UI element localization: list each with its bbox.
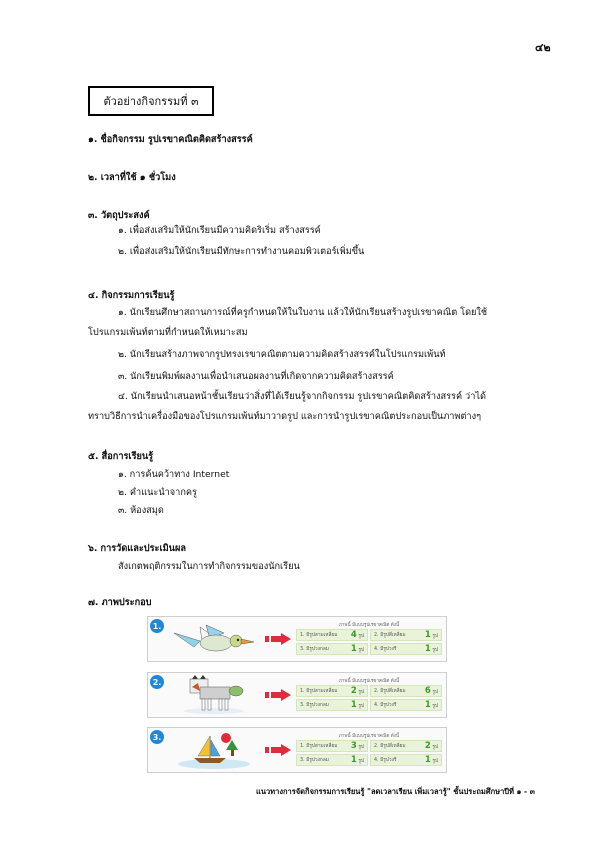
section-5-item-2: ๒. คำแนะนำจากครู <box>118 487 197 498</box>
section-7-heading: ๗. ภาพประกอบ <box>88 597 152 608</box>
shape-count-cell <box>370 754 442 766</box>
illustration-panel-3 <box>147 727 447 773</box>
unit: รูป <box>432 634 438 639</box>
arrow-icon <box>265 689 291 701</box>
shape-count: 1 <box>350 644 357 654</box>
section-3-heading: ๓. วัตถุประสงค์ <box>88 210 150 221</box>
unit: รูป <box>432 745 438 750</box>
shape-label: 4. มีรูปวงรี <box>374 703 397 708</box>
shape-count-table <box>296 733 442 766</box>
table-caption: ภาพนี้ มีแบบรูปเรขาคณิต ดังนี้ <box>338 734 400 739</box>
shape-count-cell <box>370 699 442 711</box>
shape-count: 1 <box>350 700 357 710</box>
shape-count: 4 <box>350 630 357 640</box>
shape-label: 1. มีรูปสามเหลี่ยม <box>300 633 338 638</box>
unit: รูป <box>358 648 364 653</box>
shape-count-cell <box>370 643 442 655</box>
section-4-heading: ๔. กิจกรรมการเรียนรู้ <box>88 290 175 301</box>
shape-count: 3 <box>350 741 357 751</box>
figure-number-badge: 3. <box>150 730 164 744</box>
section-4-item-3: ๓. นักเรียนพิมพ์ผลงานเพื่อนำเสนอผลงานที่เกิดจากความคิดสร้างสรรค์ <box>118 371 394 382</box>
unit: รูป <box>432 759 438 764</box>
shape-count: 1 <box>424 700 431 710</box>
table-caption: ภาพนี้ มีแบบรูปเรขาคณิต ดังนี้ <box>338 623 400 628</box>
shape-count-cell <box>370 740 442 752</box>
section-5-item-1: ๑. การค้นคว้าทาง Internet <box>118 469 230 480</box>
section-4-item-4b: ทราบวิธีการนำเครื่องมือของโปรแกรมเพ้นท์มาวาดรูป และการนำรูปเรขาคณิตประกอบเป็นภาพต่างๆ <box>88 411 482 422</box>
shape-count-table <box>296 622 442 655</box>
unit: รูป <box>432 648 438 653</box>
section-1-activity-name: ๑. ชื่อกิจกรรม รูปเรขาคณิตคิดสร้างสรรค์ <box>88 134 253 145</box>
arrow-icon <box>265 633 291 645</box>
shape-count: 1 <box>350 755 357 765</box>
shape-label: 3. มีรูปวงกลม <box>300 647 329 652</box>
unit: รูป <box>432 690 438 695</box>
section-2-time: ๒. เวลาที่ใช้ ๑ ชั่วโมง <box>88 172 176 183</box>
section-3-item-1: ๑. เพื่อส่งเสริมให้นักเรียนมีความคิดริเริ่ม สร้างสรรค์ <box>118 225 321 236</box>
shape-count-cell <box>370 629 442 641</box>
section-5-heading: ๕. สื่อการเรียนรู้ <box>88 451 154 462</box>
shape-label: 1. มีรูปสามเหลี่ยม <box>300 744 338 749</box>
section-4-item-2: ๒. นักเรียนสร้างภาพจากรูปทรงเรขาคณิตตามความคิดสร้างสรรค์ในโปรแกรมเพ้นท์ <box>118 349 446 360</box>
shape-label: 3. มีรูปวงกลม <box>300 758 329 763</box>
section-4-item-1a: ๑. นักเรียนศึกษาสถานการณ์ที่ครูกำหนดให้ในใบงาน แล้วให้นักเรียนสร้างรูปเรขาคณิต โดยใช้ <box>118 307 488 318</box>
shape-count: 2 <box>350 686 357 696</box>
shape-count: 1 <box>424 644 431 654</box>
table-caption: ภาพนี้ มีแบบรูปเรขาคณิต ดังนี้ <box>338 679 400 684</box>
shape-label: 4. มีรูปวงรี <box>374 758 397 763</box>
illustration-panel-2 <box>147 672 447 718</box>
unit: รูป <box>358 745 364 750</box>
section-6-heading: ๖. การวัดและประเมินผล <box>88 543 186 554</box>
unit: รูป <box>358 690 364 695</box>
shape-label: 2. มีรูปสี่เหลี่ยม <box>374 633 406 638</box>
shape-count: 1 <box>424 755 431 765</box>
shape-count: 6 <box>424 686 431 696</box>
shape-count-cell <box>296 754 368 766</box>
unit: รูป <box>358 634 364 639</box>
shape-count-cell <box>296 740 368 752</box>
unit: รูป <box>432 704 438 709</box>
unit: รูป <box>358 759 364 764</box>
unit: รูป <box>358 704 364 709</box>
shape-count: 2 <box>424 741 431 751</box>
page-number: ๔๒ <box>535 41 551 54</box>
shape-count-cell <box>296 643 368 655</box>
figure-number-badge: 2. <box>150 675 164 689</box>
shape-count-cell <box>296 685 368 697</box>
shape-label: 1. มีรูปสามเหลี่ยม <box>300 689 338 694</box>
animal-drawing <box>170 675 258 715</box>
shape-count: 1 <box>424 630 431 640</box>
section-3-item-2: ๒. เพื่อส่งเสริมให้นักเรียนมีทักษะการทำงานคอมพิวเตอร์เพิ่มขึ้น <box>118 246 365 257</box>
shape-label: 2. มีรูปสี่เหลี่ยม <box>374 744 406 749</box>
arrow-icon <box>265 744 291 756</box>
shape-count-cell <box>370 685 442 697</box>
shape-count-cell <box>296 629 368 641</box>
section-4-item-1b: โปรแกรมเพ้นท์ตามที่กำหนดให้เหมาะสม <box>88 327 248 338</box>
activity-title-box: ตัวอย่างกิจกรรมที่ ๓ <box>88 86 214 116</box>
sailboat-drawing <box>170 730 258 770</box>
shape-label: 4. มีรูปวงรี <box>374 647 397 652</box>
bird-drawing <box>170 619 258 659</box>
shape-count-cell <box>296 699 368 711</box>
section-6-body: สังเกตพฤติกรรมในการทำกิจกรรมของนักเรียน <box>118 561 300 572</box>
shape-label: 3. มีรูปวงกลม <box>300 703 329 708</box>
shape-label: 2. มีรูปสี่เหลี่ยม <box>374 689 406 694</box>
section-5-item-3: ๓. ห้องสมุด <box>118 505 164 516</box>
shape-count-table <box>296 678 442 711</box>
figure-number-badge: 1. <box>150 619 164 633</box>
section-4-item-4a: ๔. นักเรียนนำเสนอหน้าชั้นเรียนว่าสิ่งที่ได้เรียนรู้จากกิจกรรม รูปเรขาคณิตคิดสร้างสรรค์ ว่าได้ <box>118 391 486 402</box>
page-footer: แนวทางการจัดกิจกรรมการเรียนรู้ "ลดเวลาเรียน เพิ่มเวลารู้" ชั้นประถมศึกษาปีที่ ๑ - ๓ <box>256 787 535 796</box>
illustration-panel-1 <box>147 616 447 662</box>
